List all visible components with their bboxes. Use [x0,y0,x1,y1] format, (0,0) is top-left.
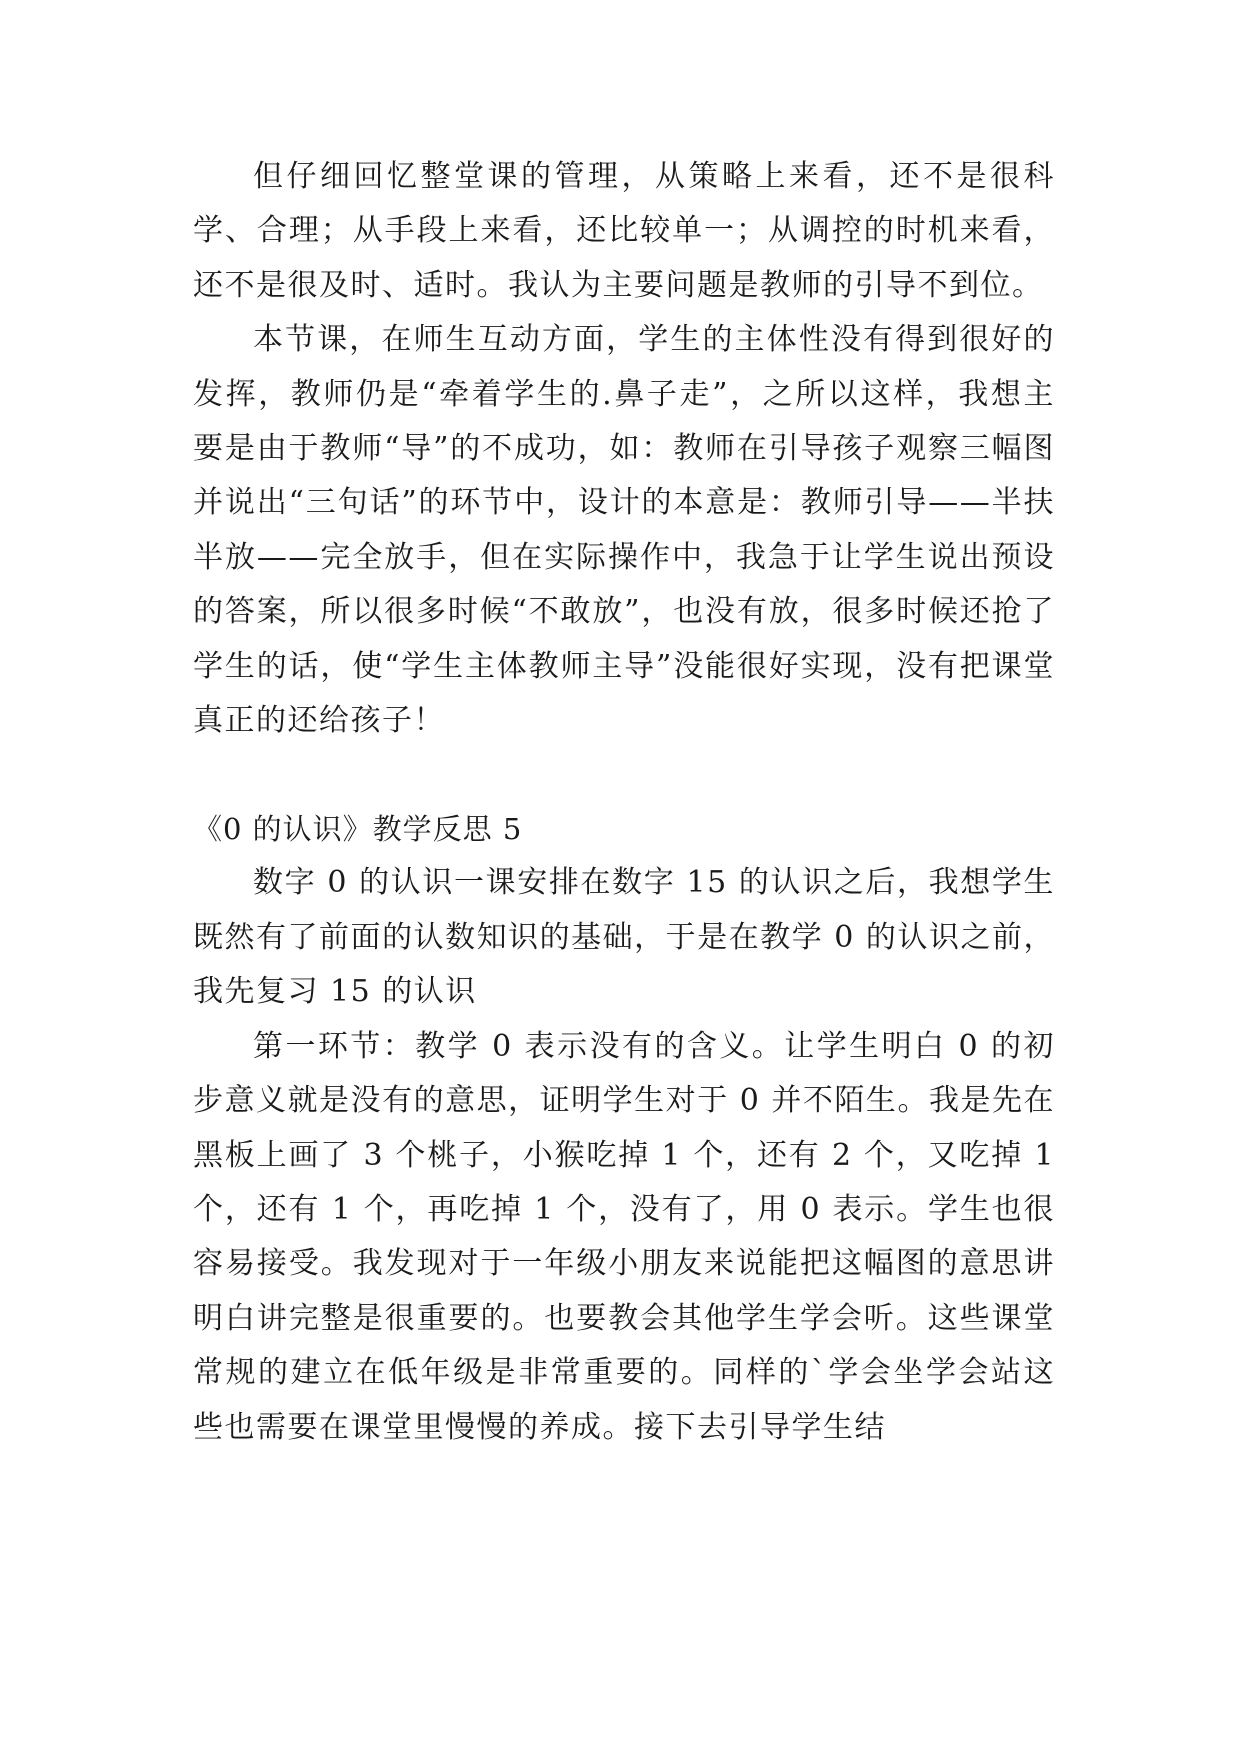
paragraph: 数字 0 的认识一课安排在数字 15 的认识之后，我想学生既然有了前面的认数知识的基础，于是在教学 0 的认识之前，我先复习 15 的认识 [193,865,1055,1010]
paragraph: 但仔细回忆整堂课的管理，从策略上来看，还不是很科学、合理；从手段上来看，还比较单一；从调控的时机来看，还不是很及时、适时。我认为主要问题是教师的引导不到位。 [193,159,1055,303]
document-page [193,150,1055,1455]
paragraph: 本节课，在师生互动方面，学生的主体性没有得到很好的发挥，教师仍是“牵着学生的.鼻子走”，之所以这样，我想主要是由于教师“导”的不成功，如：教师在引导孩子观察三幅图并说出“三句话”的环节中，设计的本意是：教师引导——半扶半放——完全放手，但在实际操作中，我急于让学生说出预设的答案，所以很多时候“不敢放”，也没有放，很多时候还抢了学生的话，使“学生主体教师主导”没能很好实现，没有把课堂真正的还给孩子！ [193,322,1055,739]
paragraph: 第一环节：教学 0 表示没有的含义。让学生明白 0 的初步意义就是没有的意思，证明学生对于 0 并不陌生。我是先在黑板上画了 3 个桃子，小猴吃掉 1 个，还有 2 个，又吃掉 1 个，还有 1 个，再吃掉 1 个，没有了，用 0 表示。学生也很容易接受。我发现对于一年级小朋友来说能把这幅图的意思讲明白讲完整是很重要的。也要教会其他学生学会听。这些课堂常规的建立在低年级是非常重要的。同样的`学会坐学会站这些也需要在课堂里慢慢的养成。接下去引导学生结 [193,1028,1055,1445]
section-title: 《0 的认识》教学反思 5 [193,812,523,847]
